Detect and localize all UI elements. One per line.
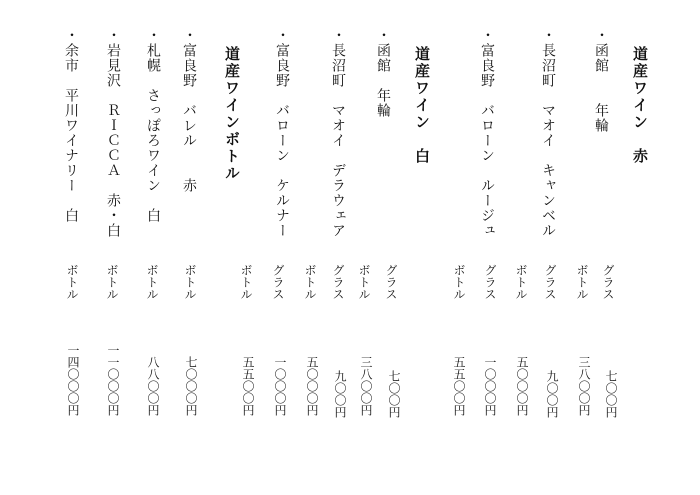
glass-price: 七〇〇円 <box>387 370 401 418</box>
bottle-label: ボトル <box>105 264 119 300</box>
glass-label: グラス <box>271 264 285 300</box>
bottle-price: 一一〇〇〇円 <box>106 344 120 416</box>
wine-name: ・函館 年輪 <box>593 28 609 133</box>
bottle-price: 一四〇〇〇円 <box>66 344 80 416</box>
glass-label: グラス <box>601 264 615 300</box>
glass-label: グラス <box>331 264 345 300</box>
bottle-label: ボトル <box>452 264 466 300</box>
glass-price: 九〇〇円 <box>333 370 347 418</box>
wine-name: ・長沼町 マオイ デラウェア <box>330 28 346 238</box>
wine-name: ・富良野 バレル 赤 <box>181 28 197 193</box>
bottle-label: ボトル <box>575 264 589 300</box>
wine-name: ・富良野 バローン ルージュ <box>479 28 495 238</box>
wine-name: ・余市 平川ワイナリー 白 <box>63 28 79 223</box>
wine-name: ・富良野 バローン ケルナー <box>274 28 290 238</box>
wine-name: ・函館 年輪 <box>375 28 391 118</box>
glass-label: グラス <box>384 264 398 300</box>
glass-price: 七〇〇円 <box>604 370 618 418</box>
glass-label: グラス <box>483 264 497 300</box>
bottle-price: 八八〇〇円 <box>146 356 160 416</box>
bottle-label: ボトル <box>303 264 317 300</box>
wine-name: ・長沼町 マオイ キャンベル <box>540 28 556 238</box>
bottle-price: 五五〇〇円 <box>241 356 255 416</box>
glass-label: グラス <box>543 264 557 300</box>
wine-name: ・札幌 さっぽろワイン 白 <box>145 28 161 223</box>
bottle-price: 五〇〇〇円 <box>515 356 529 416</box>
bottle-price: 三八〇〇円 <box>577 356 591 416</box>
bottle-label: ボトル <box>145 264 159 300</box>
glass-price: 一〇〇〇円 <box>273 356 287 416</box>
bottle-label: ボトル <box>183 264 197 300</box>
bottle-price: 三八〇〇円 <box>359 356 373 416</box>
wine-name: ・岩見沢 ＲＩＣＣＡ 赤・白 <box>105 28 121 238</box>
bottle-price: 五五〇〇円 <box>452 356 466 416</box>
bottle-label: ボトル <box>357 264 371 300</box>
bottle-label: ボトル <box>514 264 528 300</box>
bottle-price: 七〇〇〇円 <box>184 356 198 416</box>
section-heading-red: 道産ワイン 赤 <box>631 46 649 165</box>
bottle-label: ボトル <box>65 264 79 300</box>
glass-price: 一〇〇〇円 <box>483 356 497 416</box>
section-heading-bottles: 道産ワインボトル <box>223 46 241 182</box>
section-heading-white: 道産ワイン 白 <box>413 46 431 165</box>
bottle-price: 五〇〇〇円 <box>305 356 319 416</box>
glass-price: 九〇〇円 <box>545 370 559 418</box>
bottle-label: ボトル <box>239 264 253 300</box>
